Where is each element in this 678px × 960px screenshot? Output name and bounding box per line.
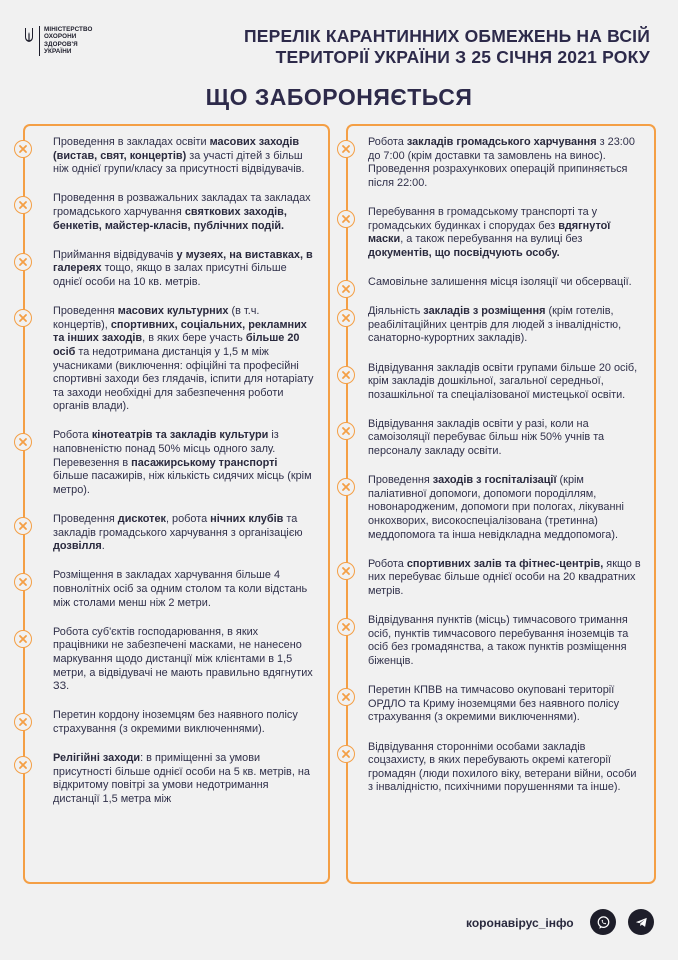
footer-handle: коронавірус_інфо — [466, 916, 574, 930]
restriction-item — [25, 305, 328, 414]
x-circle-icon — [337, 366, 355, 384]
x-circle-icon — [14, 253, 32, 271]
restriction-text: Приймання відвідувачів — [53, 248, 177, 261]
restriction-text: Відвідування закладів освіти групами більше 20 осіб, крім закладів дошкільної, загальної середньої, позашкільної та спеціалізованої мистецької освіти. — [368, 361, 638, 401]
restriction-text: із наповненістю понад 50% місць одного залу. Перевезення в — [53, 429, 279, 469]
restriction-emphasis: спортивних, соціальних, рекламних та інших заходів — [53, 318, 307, 345]
restriction-text: Розміщення в закладах харчування більше 4 повнолітніх осіб за одним столом та коли відстань між столами менш ніж 2 метри. — [53, 569, 308, 609]
restriction-text: Діяльність — [368, 305, 424, 318]
restriction-text: . — [101, 540, 105, 553]
restriction-text: Перетин кордону іноземцям без наявного полісу страхування (з окремими виключеннями). — [53, 709, 298, 735]
logo-line: МІНІСТЕРСТВО — [44, 26, 93, 33]
restriction-item — [25, 192, 328, 233]
restriction-emphasis: спортивних залів та фітнес-центрів, — [406, 557, 604, 570]
right-restrictions-column — [346, 124, 656, 884]
restriction-emphasis: кінотеатрів та закладів культури — [91, 429, 269, 442]
restriction-emphasis: дозвілля — [53, 540, 102, 553]
restriction-item — [348, 614, 654, 668]
x-circle-icon — [337, 280, 355, 298]
restriction-emphasis: закладів з розміщення — [423, 305, 546, 318]
restriction-item — [348, 136, 654, 190]
restriction-text: Проведення — [53, 305, 118, 318]
x-circle-icon — [14, 140, 32, 158]
restriction-text: Проведення в закладах освіти — [53, 136, 210, 148]
restriction-text: (в т.ч. концертів), — [53, 305, 260, 331]
x-circle-icon — [14, 517, 32, 535]
logo-line: ЗДОРОВ'Я — [44, 40, 78, 48]
restriction-text: та закладів громадського харчування з організацією — [53, 513, 303, 539]
restriction-item — [348, 276, 654, 290]
x-circle-icon — [337, 210, 355, 228]
restriction-emphasis: більше 20 осіб — [53, 332, 300, 358]
restriction-text: (крім паліативної допомоги, допомоги породіллям, новонародженим, допомоги при пологах, лікуванні онкохворих, високоспеціалізована (третинна) меддопомога та інша невідкладна меддопомога). — [368, 474, 624, 541]
x-circle-icon — [337, 745, 355, 763]
restriction-text: Проведення в розважальних закладах та закладах громадського харчування — [53, 192, 311, 218]
restriction-emphasis: закладів громадського харчування — [406, 136, 597, 148]
restriction-text: , робота — [166, 513, 211, 526]
x-circle-icon — [337, 618, 355, 636]
logo-line: ОХОРОНИ — [44, 33, 77, 41]
restriction-item — [25, 752, 328, 806]
restriction-text: Відвідування сторонніми особами закладів соцзахисту, в яких перебувають окремі категорії громадян (люди похилого віку, ветерани війни, особи з інвалідністю, психічними порушеннями та інше). — [368, 740, 637, 794]
restriction-item — [348, 418, 654, 459]
restriction-text: Робота — [368, 136, 407, 148]
logo-line: УКРАЇНИ — [44, 48, 72, 56]
logo-text — [39, 26, 93, 56]
restriction-emphasis: у музеях, на виставках, в галереях — [53, 248, 313, 275]
x-circle-icon — [14, 713, 32, 731]
restriction-text: Відвідування пунктів (місць) тимчасового тримання осіб, пунктів тимчасового перебування іноземців та осіб без громадянства, а також пунктів розміщення біженців. — [368, 614, 629, 667]
restriction-item — [25, 136, 328, 177]
x-circle-icon — [14, 756, 32, 774]
restriction-text: та недотримана дистанція у 1,5 м між учасниками (виключення: офіційні та професійні спортивні заходи без глядачів, іспити для нотаріату та заходи необхідні для забезпечення роботи органів влади). — [53, 345, 314, 413]
restriction-item — [25, 513, 328, 554]
page-title-line-2: ТЕРИТОРІЇ УКРАЇНИ З 25 СІЧНЯ 2021 РОКУ — [275, 47, 650, 67]
x-circle-icon — [337, 562, 355, 580]
restriction-emphasis: пасажирському транспорті — [131, 456, 278, 469]
restriction-text: з 23:00 до 7:00 (крім доставки та замовлень на винос). Проведення розрахункових операцій припиняється після 22:00. — [368, 136, 635, 189]
page-title — [244, 26, 650, 68]
restriction-text: Самовільне залишення місця ізоляції чи обсервації. — [368, 275, 632, 288]
restriction-item — [348, 684, 654, 725]
restriction-item — [25, 569, 328, 610]
restriction-item — [25, 249, 328, 290]
section-title: ЩО ЗАБОРОНЯЄТЬСЯ — [205, 84, 473, 110]
restriction-text: за участі дітей з більш ніж однієї групи/класу за присутності відвідувачів. — [53, 149, 305, 176]
restriction-item — [348, 558, 654, 599]
x-circle-icon — [337, 478, 355, 496]
restriction-emphasis: дискотек — [117, 513, 166, 526]
restriction-item — [348, 206, 654, 260]
restriction-item — [25, 709, 328, 736]
x-circle-icon — [337, 140, 355, 158]
restriction-emphasis: заходів з госпіталізації — [432, 474, 557, 487]
restriction-text: Перетин КПВВ на тимчасово окуповані території ОРДЛО та Криму іноземцями без наявного полісу страхування (з окремими виключеннями). — [368, 684, 620, 724]
restriction-item — [25, 626, 328, 694]
restriction-emphasis: святкових заходів, бенкетів, майстер-класів, публічних подій. — [53, 205, 287, 232]
x-circle-icon — [337, 422, 355, 440]
telegram-button[interactable] — [628, 909, 654, 935]
x-circle-icon — [14, 573, 32, 591]
restriction-item — [348, 741, 654, 795]
restriction-emphasis: нічних клубів — [210, 513, 284, 526]
x-circle-icon — [14, 630, 32, 648]
x-circle-icon — [337, 688, 355, 706]
restriction-emphasis: масових культурних — [117, 305, 229, 318]
restriction-item — [25, 429, 328, 497]
restriction-text: тощо, якщо в залах присутні більше однієї особи на 10 кв. метрів. — [53, 262, 287, 288]
restriction-text: : в приміщенні за умови присутності більше однієї особи на 5 кв. метрів, на відкритому повітрі за умови недотримання дистанції 1,5 метра між — [53, 752, 310, 805]
restriction-emphasis: документів, що посвідчують особу. — [368, 246, 560, 259]
restriction-text: більше пасажирів, ніж кількість сидячих місць (крім метро). — [53, 470, 312, 496]
telegram-icon — [634, 915, 649, 930]
restriction-text: Робота суб'єктів господарювання, в яких працівники не забезпечені масками, не нанесено маркування щодо дистанції між клієнтами в 1,5 метри, а відвідувачі не мають правильно вдягнутих ЗЗ. — [53, 625, 313, 693]
x-circle-icon — [337, 309, 355, 327]
trident-icon — [24, 27, 34, 43]
restriction-text: Робота — [368, 557, 407, 570]
restriction-text: Перебування в громадському транспорті та у громадських будинках і спорудах без — [368, 205, 598, 232]
restriction-text: , в яких бере участь — [142, 332, 246, 345]
restriction-text: Відвідування закладів освіти у разі, коли на самоізоляції перебуває більш ніж 50% учнів та персоналу закладу освіти. — [368, 417, 605, 458]
restriction-item — [348, 362, 654, 403]
viber-button[interactable] — [590, 909, 616, 935]
x-circle-icon — [14, 196, 32, 214]
restriction-text: (крім готелів, реабілітаційних центрів для людей з інвалідністю, санаторно-курортних закладів). — [368, 305, 622, 345]
restriction-item — [348, 305, 654, 346]
restriction-item — [348, 474, 654, 542]
restriction-emphasis: масових заходів (вистав, свят, концертів) — [53, 136, 300, 162]
page-title-line-1: ПЕРЕЛІК КАРАНТИННИХ ОБМЕЖЕНЬ НА ВСІЙ — [243, 26, 650, 46]
viber-icon — [596, 915, 611, 930]
restriction-emphasis: Релігійні заходи — [53, 752, 141, 765]
restriction-text: Проведення — [53, 513, 118, 526]
restriction-text: якщо в них перебуває більше однієї особи на 20 квадратних метрів. — [368, 557, 641, 597]
restriction-emphasis: вдягнутої маски — [368, 219, 611, 246]
ministry-logo — [24, 26, 93, 56]
restriction-text: Проведення — [368, 474, 433, 487]
left-restrictions-column — [23, 124, 330, 884]
restriction-text: , а також перебування на вулиці без — [400, 233, 583, 246]
x-circle-icon — [14, 433, 32, 451]
restriction-text: Робота — [53, 429, 92, 442]
x-circle-icon — [14, 309, 32, 327]
